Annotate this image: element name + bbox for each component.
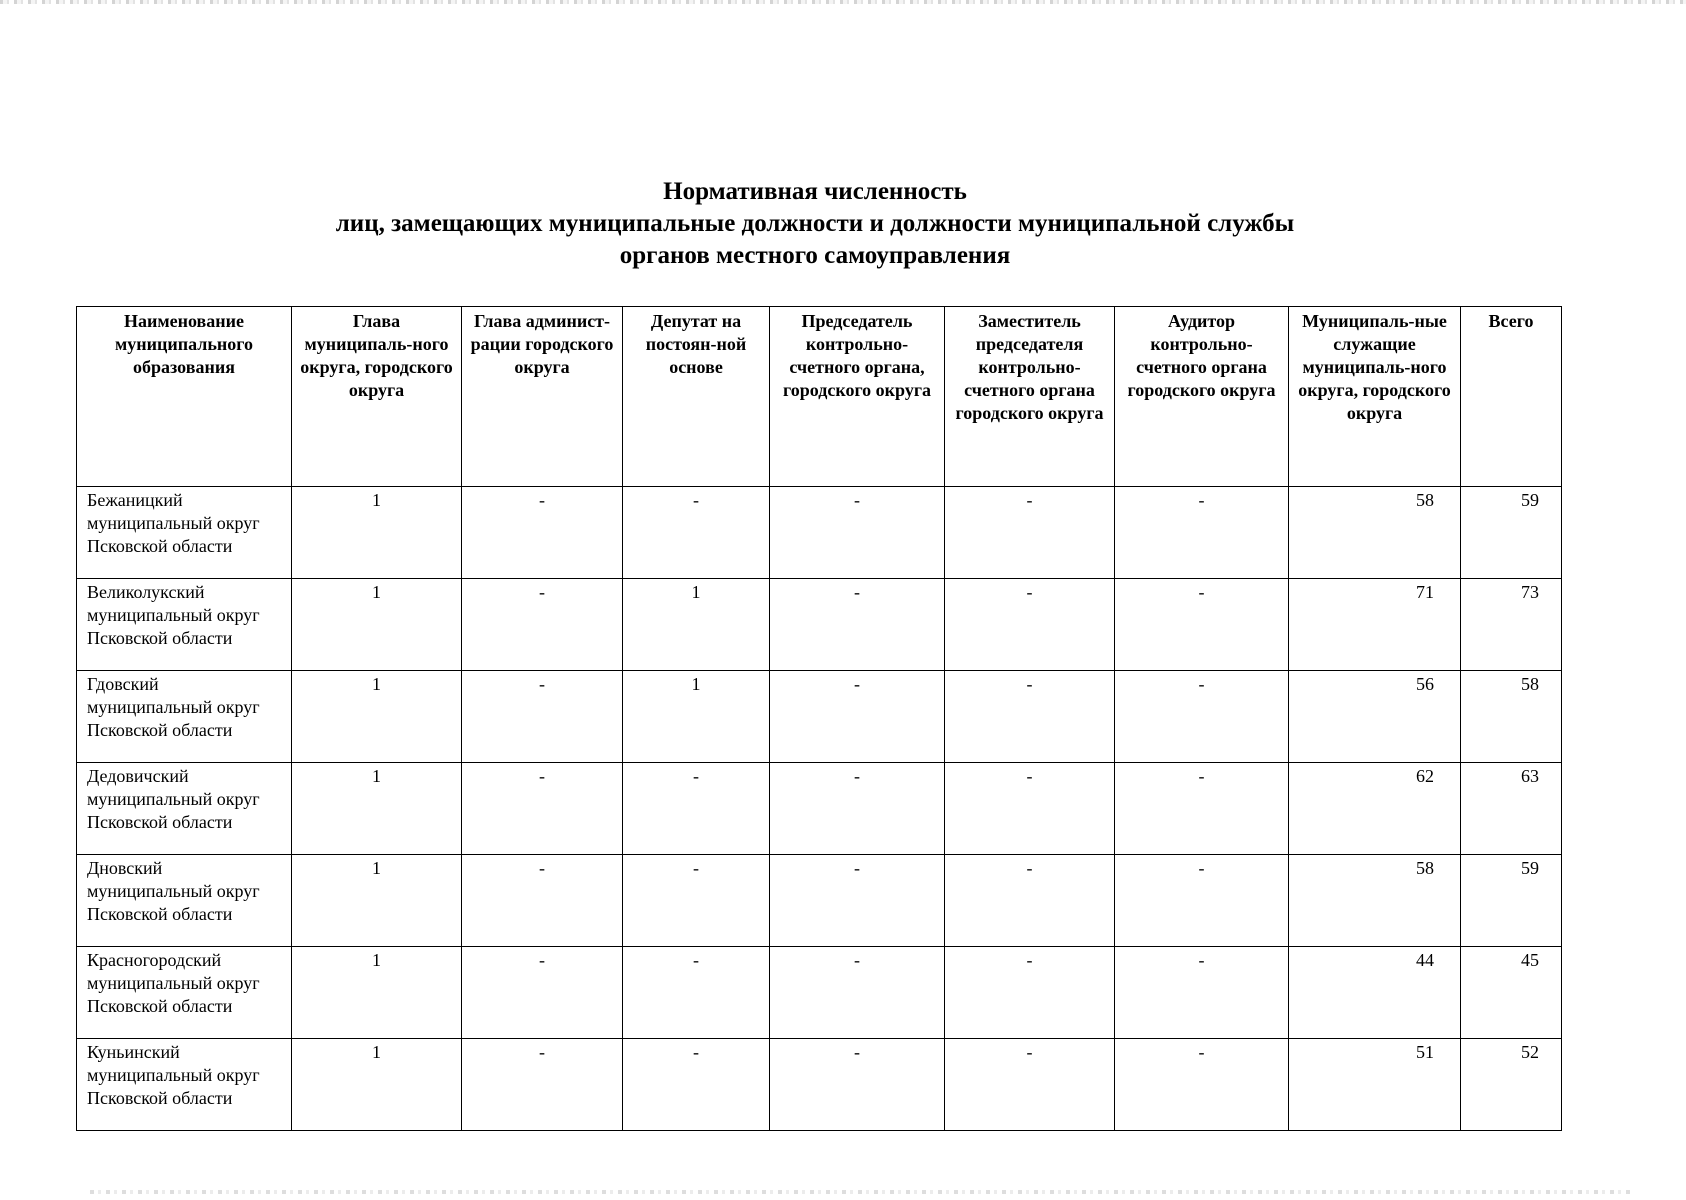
scan-edge-bottom [90, 1190, 1630, 1194]
table-row [77, 579, 1562, 671]
cell-audit-chairman: - [770, 763, 945, 855]
cell-head-of-administration: - [462, 763, 623, 855]
cell-municipality: Гдовский муниципальный округ Псковской области [77, 671, 292, 763]
cell-deputy: - [623, 1039, 770, 1131]
cell-audit-chairman: - [770, 487, 945, 579]
cell-head-of-district: 1 [292, 579, 462, 671]
cell-head-of-administration: - [462, 947, 623, 1039]
cell-head-of-administration: - [462, 487, 623, 579]
table-row [77, 855, 1562, 947]
cell-auditor: - [1115, 1039, 1289, 1131]
header-head-of-administration: Глава админист-рации городского округа [462, 307, 623, 487]
cell-audit-chairman: - [770, 671, 945, 763]
cell-municipality: Дновский муниципальный округ Псковской области [77, 855, 292, 947]
cell-auditor: - [1115, 487, 1289, 579]
cell-auditor: - [1115, 763, 1289, 855]
cell-municipal-employees: 58 [1289, 855, 1461, 947]
cell-total: 52 [1461, 1039, 1562, 1131]
cell-head-of-district: 1 [292, 947, 462, 1039]
cell-municipal-employees: 62 [1289, 763, 1461, 855]
cell-deputy: - [623, 855, 770, 947]
cell-audit-deputy-chairman: - [945, 579, 1115, 671]
header-municipal-employees: Муниципаль-ные служащие муниципаль-ного округа, городского округа [1289, 307, 1461, 487]
cell-deputy: - [623, 487, 770, 579]
cell-total: 59 [1461, 487, 1562, 579]
cell-deputy: - [623, 947, 770, 1039]
cell-head-of-administration: - [462, 855, 623, 947]
cell-head-of-district: 1 [292, 763, 462, 855]
cell-head-of-administration: - [462, 1039, 623, 1131]
header-audit-deputy-chairman: Заместитель председателя контрольно-счетного органа городского округа [945, 307, 1115, 487]
cell-total: 58 [1461, 671, 1562, 763]
cell-audit-deputy-chairman: - [945, 763, 1115, 855]
table-row [77, 947, 1562, 1039]
cell-municipal-employees: 56 [1289, 671, 1461, 763]
cell-audit-chairman: - [770, 1039, 945, 1131]
cell-municipal-employees: 51 [1289, 1039, 1461, 1131]
header-total: Всего [1461, 307, 1562, 487]
cell-audit-deputy-chairman: - [945, 1039, 1115, 1131]
cell-municipal-employees: 44 [1289, 947, 1461, 1039]
cell-auditor: - [1115, 671, 1289, 763]
cell-deputy: - [623, 763, 770, 855]
cell-deputy: 1 [623, 579, 770, 671]
table-row [77, 487, 1562, 579]
table-row [77, 671, 1562, 763]
cell-municipality: Красногородский муниципальный округ Псковской области [77, 947, 292, 1039]
table-header-row [77, 307, 1562, 487]
cell-total: 63 [1461, 763, 1562, 855]
table-row [77, 763, 1562, 855]
document-title [0, 176, 1630, 272]
cell-head-of-district: 1 [292, 1039, 462, 1131]
header-head-of-district: Глава муниципаль-ного округа, городского округа [292, 307, 462, 487]
cell-municipality: Великолукский муниципальный округ Псковской области [77, 579, 292, 671]
cell-audit-deputy-chairman: - [945, 671, 1115, 763]
header-deputy: Депутат на постоян-ной основе [623, 307, 770, 487]
title-line-3: органов местного самоуправления [619, 242, 1011, 269]
cell-total: 59 [1461, 855, 1562, 947]
staffing-table [76, 306, 1562, 1131]
header-municipality: Наименование муниципального образования [77, 307, 292, 487]
cell-audit-deputy-chairman: - [945, 487, 1115, 579]
cell-audit-chairman: - [770, 855, 945, 947]
cell-municipality: Куньинский муниципальный округ Псковской области [77, 1039, 292, 1131]
cell-auditor: - [1115, 947, 1289, 1039]
cell-municipal-employees: 58 [1289, 487, 1461, 579]
title-line-2: лиц, замещающих муниципальные должности и должности муниципальной службы [335, 210, 1295, 237]
cell-head-of-administration: - [462, 579, 623, 671]
scan-edge-top [0, 0, 1686, 4]
cell-total: 73 [1461, 579, 1562, 671]
cell-deputy: 1 [623, 671, 770, 763]
cell-municipality: Бежаницкий муниципальный округ Псковской области [77, 487, 292, 579]
cell-total: 45 [1461, 947, 1562, 1039]
cell-audit-deputy-chairman: - [945, 855, 1115, 947]
table-row [77, 1039, 1562, 1131]
cell-auditor: - [1115, 579, 1289, 671]
title-line-1: Нормативная численность [663, 178, 967, 205]
cell-head-of-administration: - [462, 671, 623, 763]
header-auditor: Аудитор контрольно-счетного органа городского округа [1115, 307, 1289, 487]
cell-auditor: - [1115, 855, 1289, 947]
cell-audit-chairman: - [770, 947, 945, 1039]
cell-head-of-district: 1 [292, 671, 462, 763]
cell-head-of-district: 1 [292, 855, 462, 947]
cell-head-of-district: 1 [292, 487, 462, 579]
cell-audit-deputy-chairman: - [945, 947, 1115, 1039]
cell-audit-chairman: - [770, 579, 945, 671]
cell-municipal-employees: 71 [1289, 579, 1461, 671]
cell-municipality: Дедовичский муниципальный округ Псковской области [77, 763, 292, 855]
header-audit-chairman: Председатель контрольно-счетного органа, городского округа [770, 307, 945, 487]
